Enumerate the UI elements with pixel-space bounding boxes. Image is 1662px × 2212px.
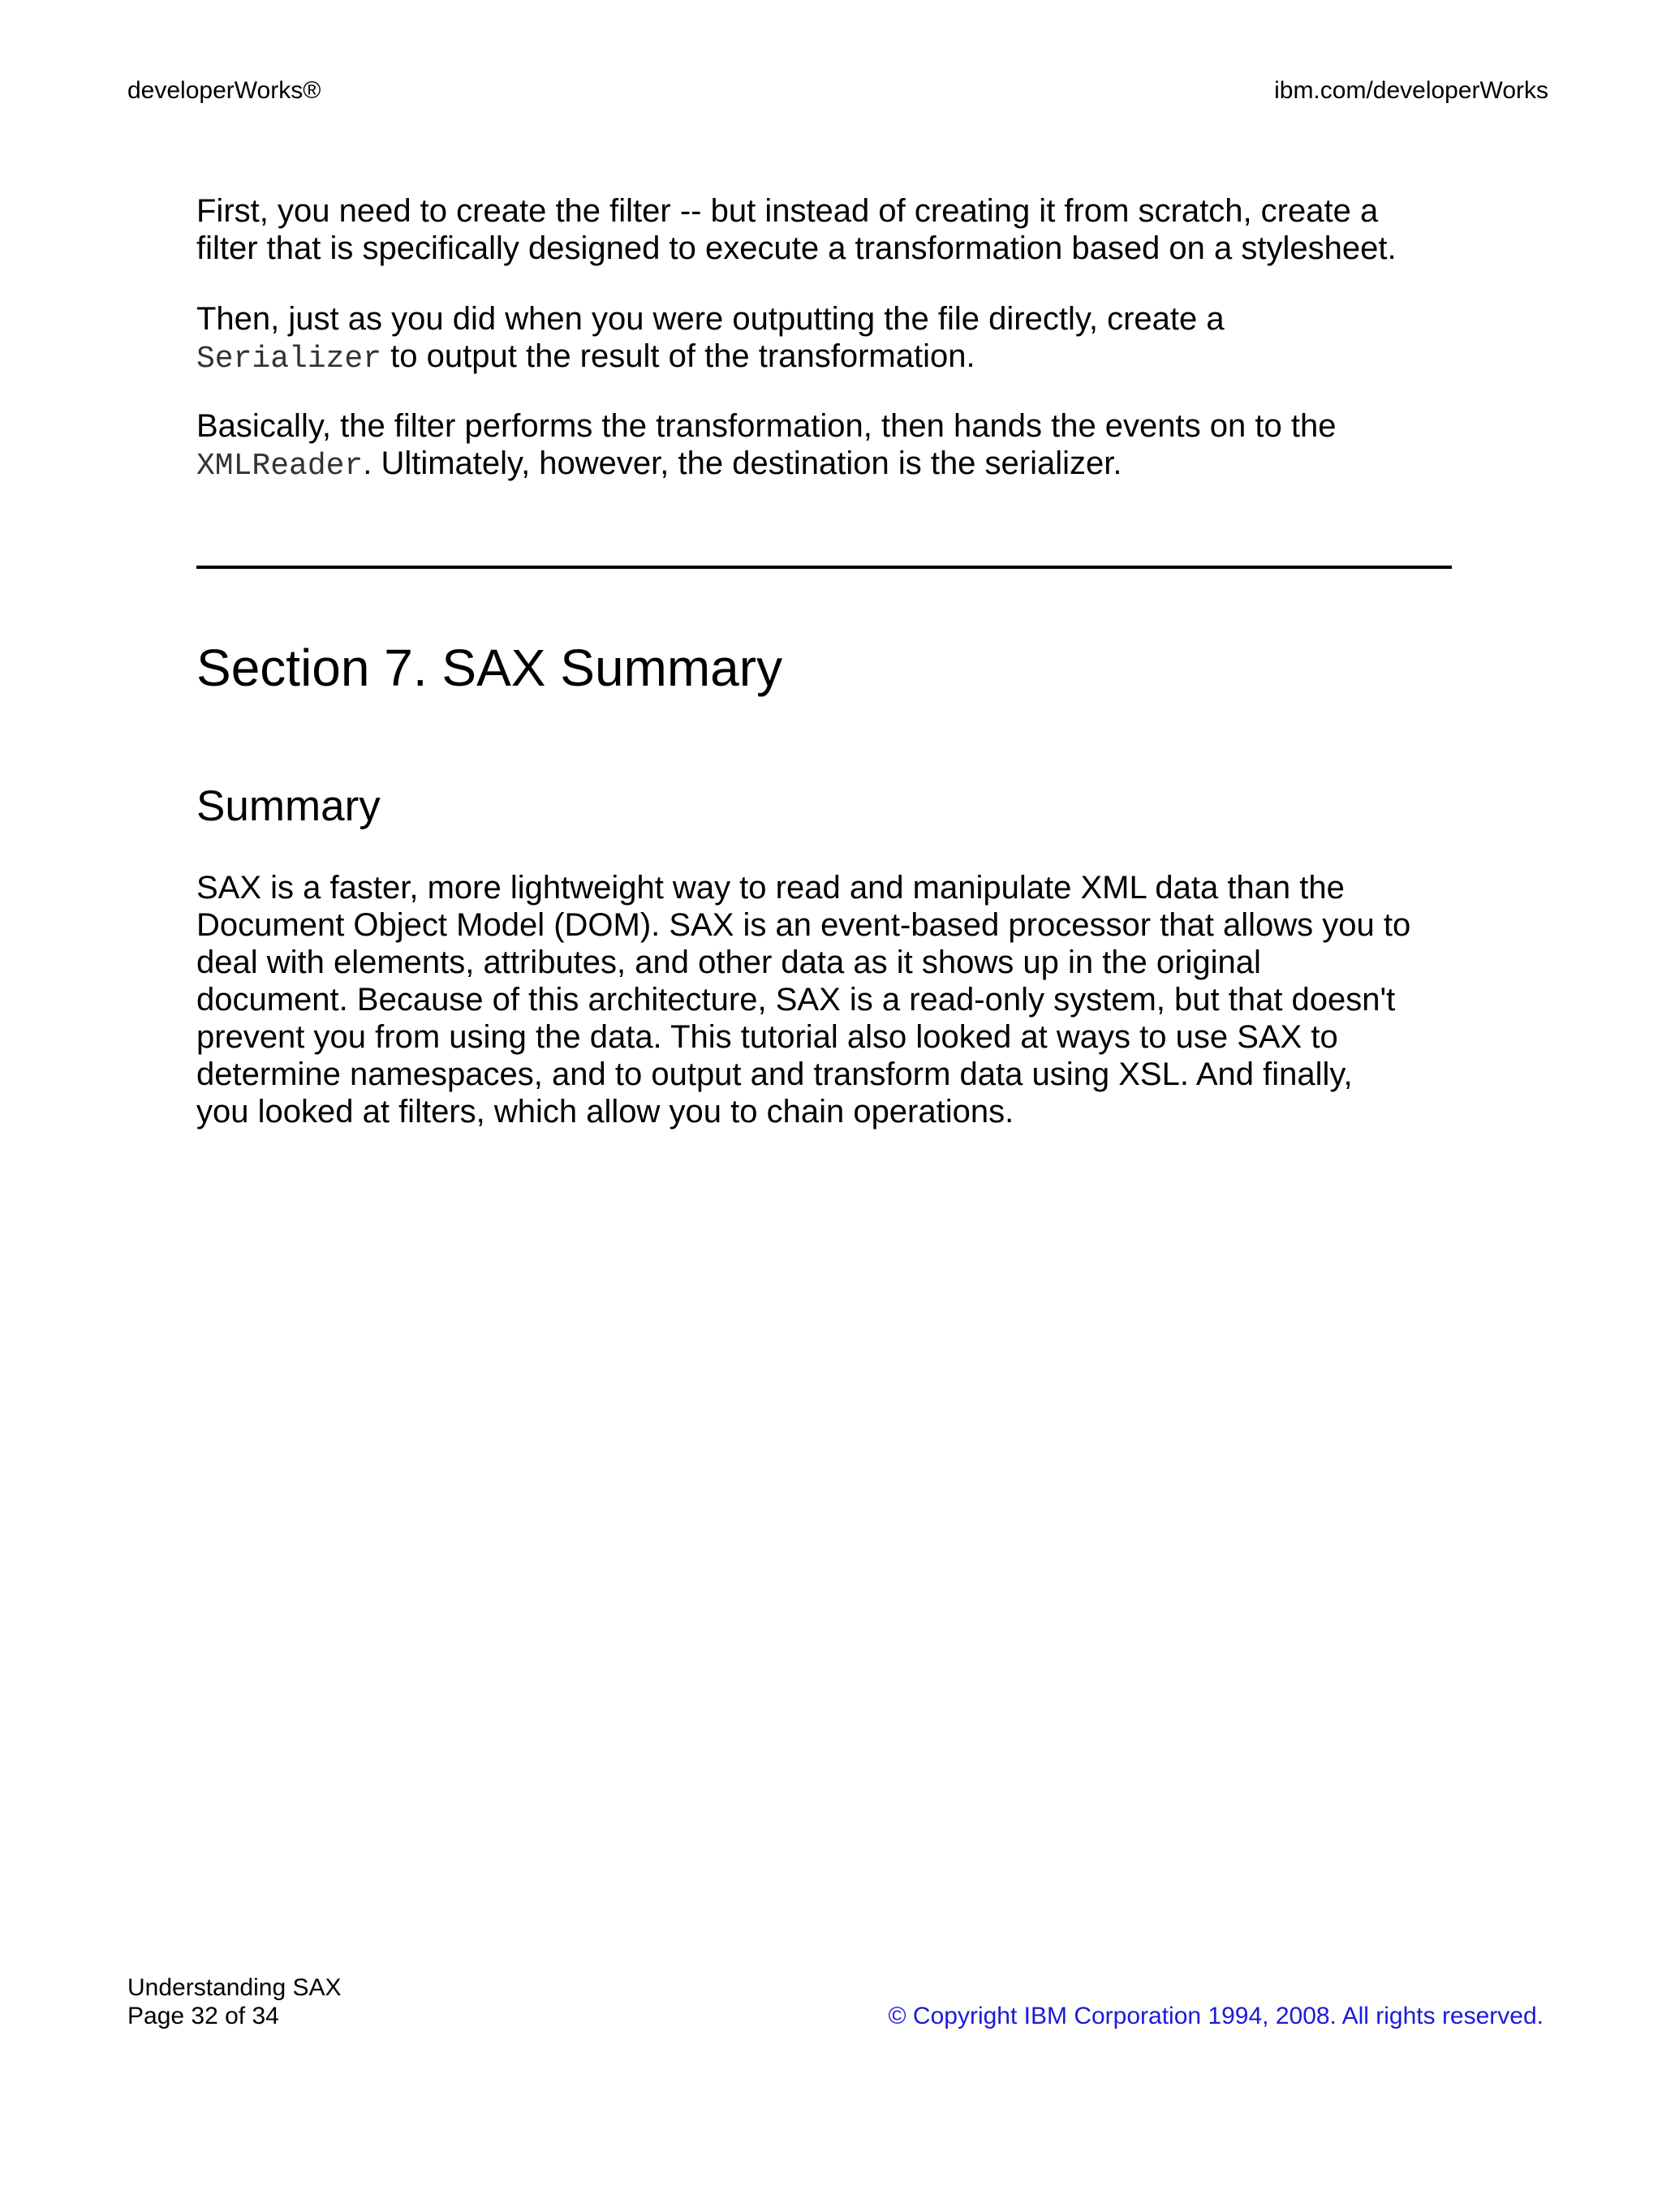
summary-line: determine namespaces, and to output and transform data using XSL. And finally, [196,1057,1353,1092]
paragraph-line: First, you need to create the filter -- but instead of creating it from scratch, create a [196,193,1379,229]
footer-copyright-link[interactable]: © Copyright IBM Corporation 1994, 2008. All rights reserved. [888,2003,1544,2029]
paragraph-filter-destination [196,407,1462,485]
section-divider [196,566,1452,569]
code-serializer: Serializer [196,342,382,377]
paragraph-line [196,445,1462,485]
paragraph-text: . Ultimately, however, the destination is the serializer. [363,445,1122,481]
footer-page-number: Page 32 of 34 [127,2003,279,2029]
paragraph-create-serializer [196,300,1462,378]
paragraph-text: to output the result of the transformation. [381,338,975,374]
paragraph-line: Basically, the filter performs the transformation, then hands the events on to the [196,408,1337,444]
code-xmlreader: XMLReader [196,449,364,484]
section-title: Section 7. SAX Summary [196,639,783,697]
paragraph-line: Then, just as you did when you were outputting the file directly, create a [196,301,1225,337]
header-brand: developerWorks® [127,77,321,104]
summary-body [196,869,1462,1130]
summary-line: Document Object Model (DOM). SAX is an event-based processor that allows you to [196,907,1411,943]
summary-line: SAX is a faster, more lightweight way to read and manipulate XML data than the [196,870,1345,906]
paragraph-line: filter that is specifically designed to execute a transformation based on a stylesheet. [196,230,1397,266]
paragraph-line [196,338,1462,378]
summary-line: deal with elements, attributes, and other data as it shows up in the original [196,945,1261,980]
summary-line: prevent you from using the data. This tutorial also looked at ways to use SAX to [196,1019,1338,1055]
footer-document-title: Understanding SAX [127,1974,342,2001]
paragraph-create-filter [196,192,1462,267]
header-site-url[interactable]: ibm.com/developerWorks [1274,77,1548,104]
summary-line: you looked at filters, which allow you to chain operations. [196,1094,1014,1130]
summary-line: document. Because of this architecture, SAX is a read-only system, but that doesn't [196,982,1396,1018]
subsection-title: Summary [196,782,381,830]
